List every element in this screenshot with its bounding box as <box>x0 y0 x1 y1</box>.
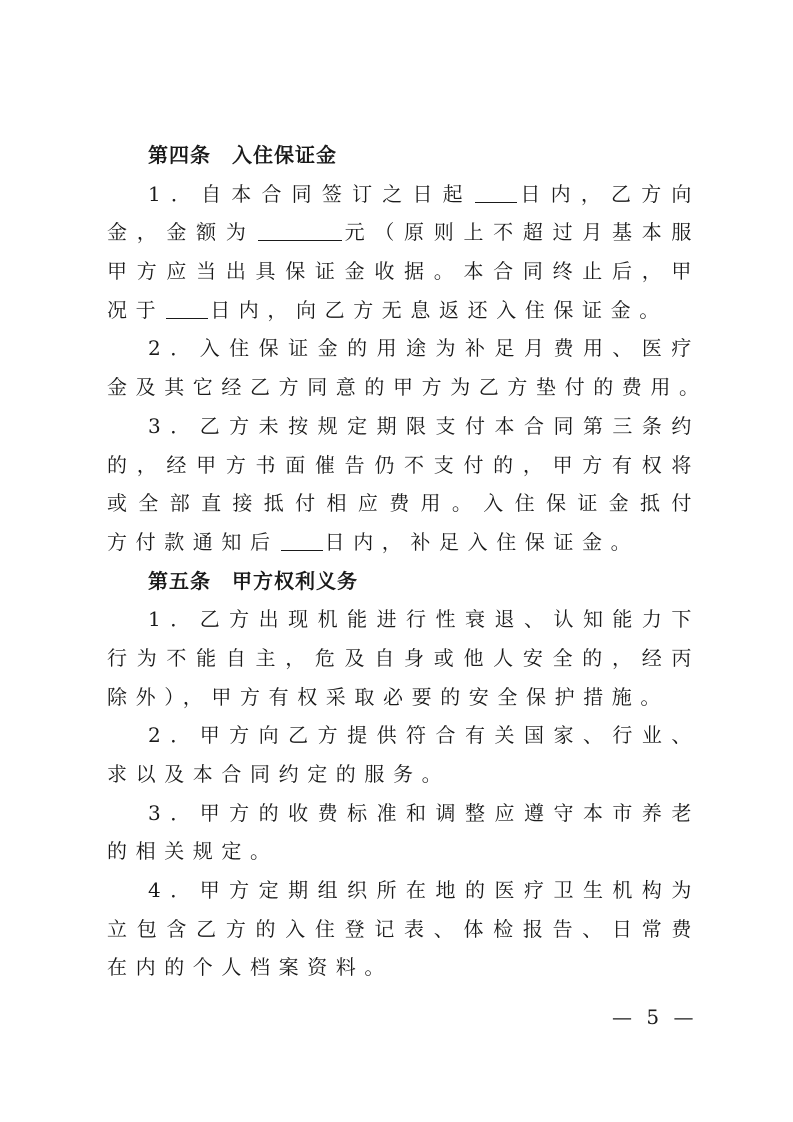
paragraph-line <box>107 213 700 252</box>
text-segment: 日内，乙方向 <box>518 181 700 206</box>
text-segment: 立包含乙方的入住登记表、体检报告、日常费 <box>107 916 700 941</box>
text-segment: 的相关规定。 <box>107 839 279 864</box>
paragraph-line <box>107 639 700 678</box>
page-number: — 5 — <box>612 1005 698 1029</box>
text-segment: 行为不能自主，危及自身或他人安全的，经丙 <box>107 645 700 670</box>
text-segment: 3．甲方的收费标准和调整应遵守本市养老 <box>148 800 700 825</box>
paragraph-line <box>107 755 700 794</box>
text-segment: 金，金额为 <box>107 220 256 245</box>
paragraph-line <box>107 832 700 871</box>
section-heading: 第四条 入住保证金 <box>148 143 337 167</box>
paragraph-line <box>107 871 700 910</box>
text-segment: 除外），甲方有权采取必要的安全保护措施。 <box>107 684 669 709</box>
fill-in-blank <box>166 298 208 319</box>
paragraph-line <box>107 910 700 949</box>
paragraph-line <box>107 678 700 717</box>
paragraph-line <box>107 291 700 330</box>
document-body <box>107 136 708 987</box>
paragraph-line <box>107 523 700 562</box>
fill-in-blank <box>281 530 323 551</box>
fill-in-blank <box>475 182 517 203</box>
text-segment: 4．甲方定期组织所在地的医疗卫生机构为 <box>148 878 700 903</box>
text-segment: 2．甲方向乙方提供符合有关国家、行业、 <box>148 723 700 748</box>
paragraph-line <box>107 252 700 291</box>
fill-in-blank <box>258 220 342 241</box>
paragraph-line <box>107 948 700 987</box>
paragraph-line <box>107 716 700 755</box>
text-segment: 2．入住保证金的用途为补足月费用、医疗 <box>148 336 700 361</box>
text-segment: 日内，补足入住保证金。 <box>324 529 640 554</box>
paragraph-line <box>107 484 700 523</box>
text-segment: 1．自本合同签订之日起 <box>148 181 473 206</box>
text-segment: 在内的个人档案资料。 <box>107 955 393 980</box>
text-segment: 况于 <box>107 297 165 322</box>
text-segment: 3．乙方未按规定期限支付本合同第三条约 <box>148 413 700 438</box>
text-segment: 甲方应当出具保证金收据。本合同终止后，甲 <box>107 259 700 284</box>
paragraph-line <box>107 794 700 833</box>
paragraph-line <box>107 407 700 446</box>
paragraph-line <box>107 329 700 368</box>
paragraph-line <box>107 175 700 214</box>
text-segment: 日内，向乙方无息返还入住保证金。 <box>210 297 668 322</box>
text-segment: 金及其它经乙方同意的甲方为乙方垫付的费用。 <box>107 375 708 400</box>
text-segment: 1．乙方出现机能进行性衰退、认知能力下 <box>148 607 700 632</box>
paragraph-line <box>107 368 708 407</box>
text-segment: 元（原则上不超过月基本服 <box>343 220 700 245</box>
paragraph-line <box>107 446 700 485</box>
section-heading: 第五条 甲方权利义务 <box>148 568 358 593</box>
text-segment: 的，经甲方书面催告仍不支付的，甲方有权将 <box>107 452 700 477</box>
text-segment: 求以及本合同约定的服务。 <box>107 762 451 786</box>
paragraph-line <box>107 600 700 639</box>
text-segment: 或全部直接抵付相应费用。入住保证金抵付 <box>107 491 700 516</box>
text-segment: 方付款通知后 <box>107 529 279 554</box>
